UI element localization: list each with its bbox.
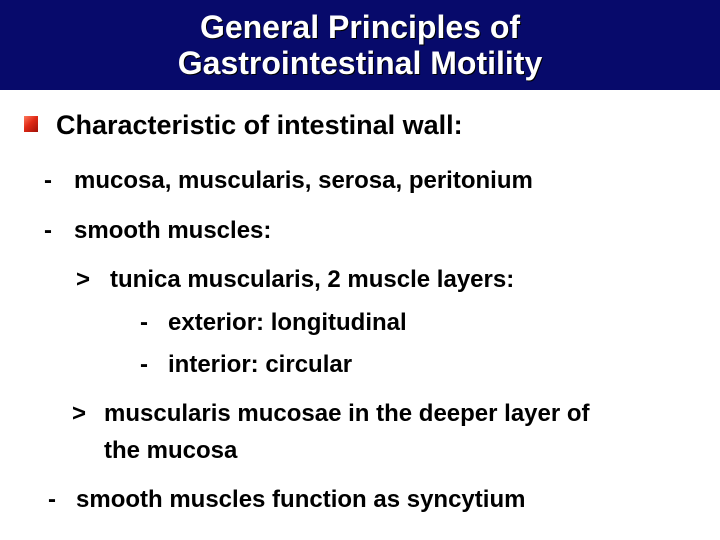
dash-marker: -	[48, 486, 56, 513]
dash-marker: -	[140, 309, 148, 336]
list-item-smooth-muscles: smooth muscles:	[74, 217, 272, 244]
arrow-marker: >	[72, 400, 87, 427]
list-item-interior: interior: circular	[168, 351, 353, 378]
list-item-layers: mucosa, muscularis, serosa, peritonium	[74, 167, 533, 194]
section-heading: Characteristic of intestinal wall:	[56, 110, 463, 140]
title-bar	[0, 0, 720, 90]
list-item-tunica-muscularis: tunica muscularis, 2 muscle layers:	[110, 266, 515, 293]
arrow-marker: >	[76, 266, 91, 293]
dash-marker: -	[44, 167, 52, 194]
dash-marker: -	[140, 351, 148, 378]
dash-marker: -	[44, 217, 52, 244]
list-item-exterior: exterior: longitudinal	[168, 309, 407, 336]
list-item-syncytium: smooth muscles function as syncytium	[76, 486, 526, 513]
list-item-continuation: the mucosa	[104, 437, 238, 464]
list-item-muscularis-mucosae: muscularis mucosae in the deeper layer of	[104, 400, 590, 427]
slide-title-line-1: General Principles of	[199, 9, 521, 45]
red-square-bullet-icon	[24, 116, 38, 132]
slide-title-line-2: Gastrointestinal Motility	[177, 45, 543, 81]
